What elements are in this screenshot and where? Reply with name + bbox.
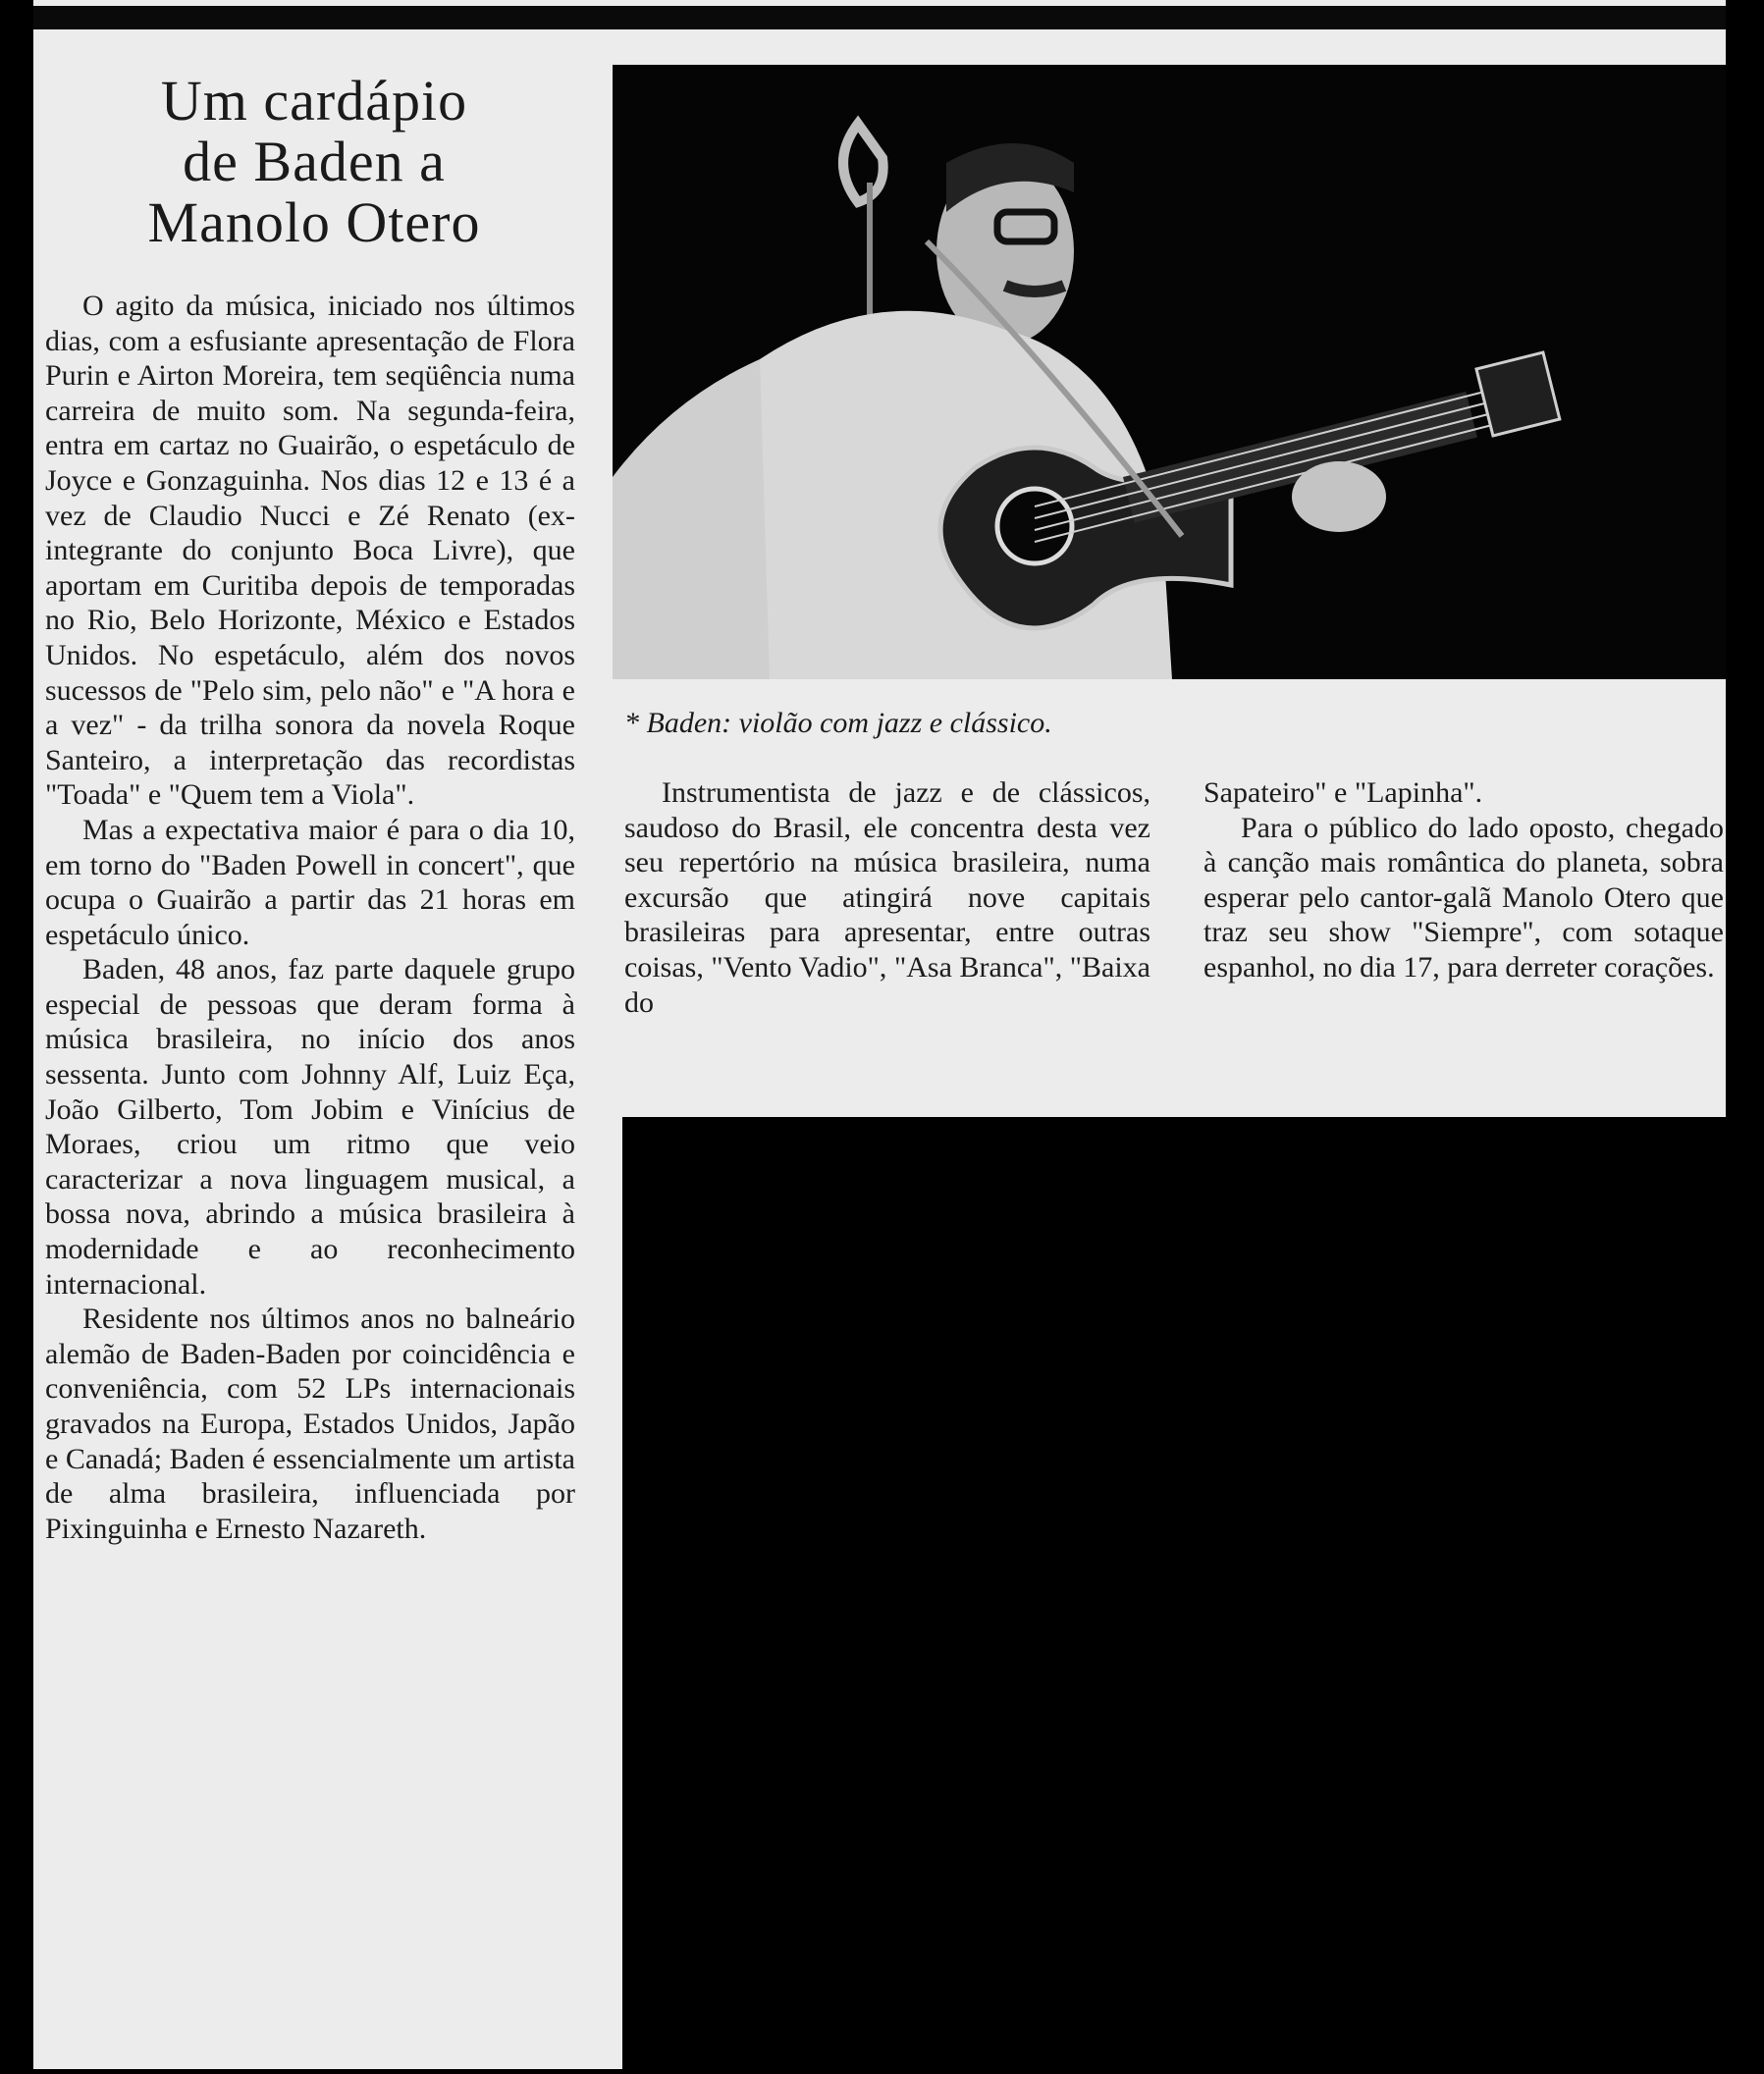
article-column-right <box>1203 775 1724 985</box>
paragraph: Residente nos últimos anos no balneário alemão de Baden-Baden por coincidência e conveniência, com 52 LPs internacionais gravados na Europa, Estados Unidos, Japão e Canadá; Baden é essencialmente um artista de alma brasileira, influenciada por Pixinguinha e Ernesto Nazareth. <box>45 1303 575 1545</box>
paragraph: Para o público do lado oposto, chegado à canção mais romântica do planeta, sobra esperar pelo cantor-galã Manolo Otero que traz seu show "Siempre", com sotaque espanhol, no dia 17, para derreter corações. <box>1203 811 1724 984</box>
paragraph: Instrumentista de jazz e de clássicos, saudoso do Brasil, ele concentra desta vez seu repertório na música brasileira, numa excursão que atingirá nove capitais brasileiras para apresentar, entre outras coisas, "Vento Vadio", "Asa Branca", "Baixa do <box>624 776 1150 1019</box>
photo-baden-guitar <box>613 65 1726 679</box>
top-rule <box>33 6 1726 29</box>
paragraph: Mas a expectativa maior é para o dia 10, em torno do "Baden Powell in concert", que ocupa o Guairão a partir das 21 horas em espetáculo único. <box>45 813 575 951</box>
article-column-middle <box>624 775 1150 1020</box>
paragraph: O agito da música, iniciado nos últimos dias, com a esfusiante apresentação de Flora Purin e Airton Moreira, tem seqüência numa carreira de muito som. Na segunda-feira, entra em cartaz no Guairão, o espetáculo de Joyce e Gonzaguinha. Nos dias 12 e 13 é a vez de Claudio Nucci e Zé Renato (ex-integrante do conjunto Boca Livre), que aportam em Curitiba depois de temporadas no Rio, Belo Horizonte, México e Estados Unidos. No espetáculo, além dos novos sucessos de "Pelo sim, pelo não" e "A hora e a vez" - da trilha sonora da novela Roque Santeiro, a interpretação das recordistas "Toada" e "Quem tem a Viola". <box>45 290 575 812</box>
headline-line: de Baden a <box>183 130 446 193</box>
headline <box>69 71 560 253</box>
photo-caption: * Baden: violão com jazz e clássico. <box>624 707 1052 739</box>
paragraph: Sapateiro" e "Lapinha". <box>1203 776 1483 809</box>
headline-line: Manolo Otero <box>147 190 481 254</box>
headline-line: Um cardápio <box>160 69 468 133</box>
paragraph: Baden, 48 anos, faz parte daquele grupo especial de pessoas que deram forma à música brasileira, no início dos anos sessenta. Junto com Johnny Alf, Luiz Eça, João Gilberto, Tom Jobim e Vinícius de Moraes, criou um ritmo que veio caracterizar a nova linguagem musical, a bossa nova, abrindo a música brasileira à modernidade e ao reconhecimento internacional. <box>45 953 575 1301</box>
article-column-left <box>45 289 575 1546</box>
